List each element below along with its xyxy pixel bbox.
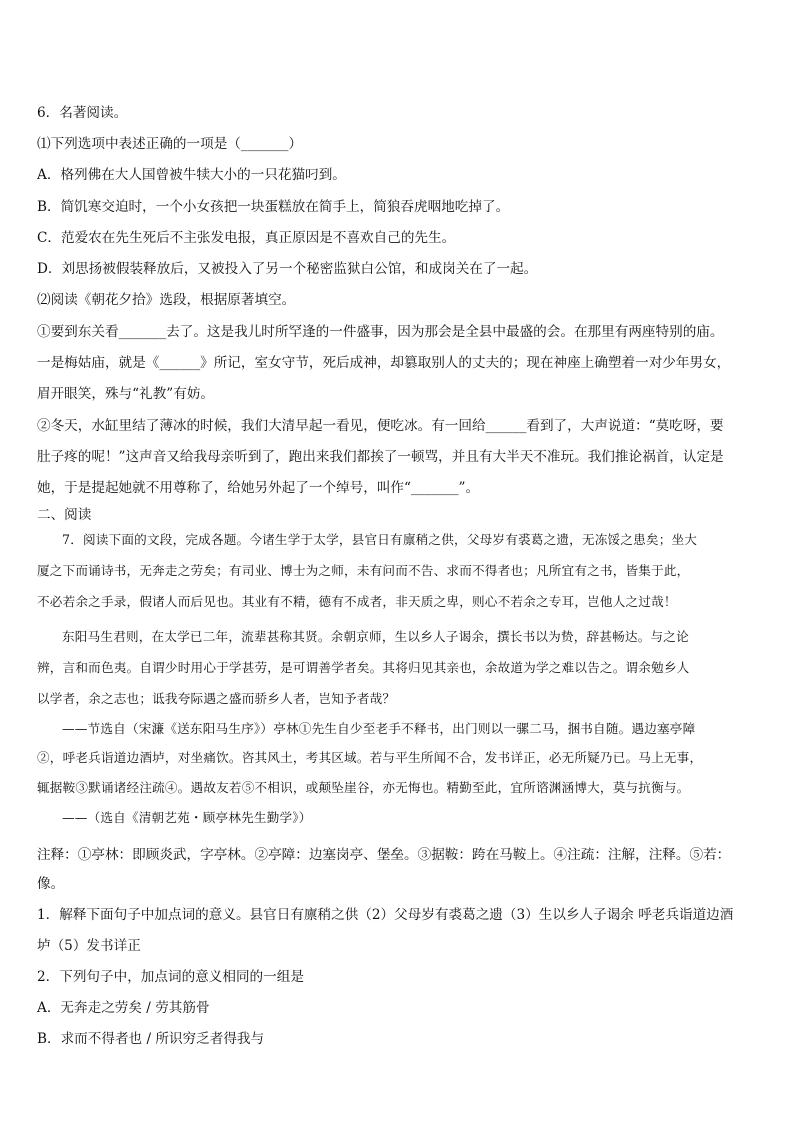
q6-option-c: C．范爱农在先生死后不主张发电报，真正原因是不喜欢自己的先生。 (37, 230, 456, 246)
q6-option-b: B．简饥寒交迫时，一个小女孩把一块蛋糕放在简手上，简狼吞虎咽地吃掉了。 (37, 199, 510, 215)
q7-para2-line: 以学者，余之志也；诋我夸际遇之盛而骄乡人者，岂知予者哉？ (37, 691, 396, 706)
passage2-line: ②冬天，水缸里结了薄冰的时候，我们大清早起一看见，便吃冰。有一回给______看到了，大声说道：“莫吃呀，要 (37, 418, 724, 434)
q6-option-d: D．刘思扬被假装释放后，又被投入了另一个秘密监狱白公馆，和成岗关在了一起。 (37, 261, 538, 277)
passage2-line: 她，于是提起她就不用尊称了，给她另外起了一个绰号，叫作“_______”。 (37, 480, 480, 496)
passage1-line: 一是梅姑庙，就是《______》所记，室女守节，死后成神，却篡取别人的丈夫的；现在神座上确塑着一对少年男女， (37, 355, 731, 371)
q6-option-a: A．格列佛在大人国曾被牛犊大小的一只花猫叼到。 (37, 167, 346, 183)
q7-para3-line: 辄据鞍③默诵诸经注疏④。遇故友若⑤不相识，或颠坠崖谷，亦无悔也。精勤至此，宜所谘渊涵博大，莫与抗衡与。 (37, 780, 690, 795)
q7-sub1-line: 垆（5）发书详正 (37, 938, 141, 954)
q7-notes-line: 像。 (37, 876, 65, 892)
passage1-line: 眉开眼笑，殊与“礼教”有妨。 (37, 386, 215, 402)
q7-sub2-option-b: B．求而不得者也 / 所识穷乏者得我与 (37, 1031, 265, 1047)
q7-notes-line: 注释：①亭林：即顾炎武，字亭林。②亭障：边塞岗亭、堡垒。③据鞍：跨在马鞍上。④注疏：注解，注释。⑤若： (37, 847, 731, 863)
passage2-line: 肚子疼的呢！”这声音又给我母亲听到了，跑出来我们都挨了一顿骂，并且有大半天不准玩。我们推论祸首，认定是 (37, 449, 724, 465)
q7-para2-line: 东阳马生君则，在太学已二年，流辈甚称其贤。余朝京师，生以乡人子谒余，撰长书以为贽，辞甚畅达。与之论 (62, 629, 689, 644)
q6-part1-prompt: ⑴下列选项中表述正确的一项是（_______） (37, 136, 303, 152)
q7-sub2-option-a: A．无奔走之劳矣 / 劳其筋骨 (37, 1000, 210, 1016)
section-heading: 二、阅读 (37, 507, 92, 523)
q7-para1-line: 不必若余之手录，假诸人而后见也。其业有不精，德有不成者，非天质之卑，则心不若余之专耳，岂他人之过哉！ (37, 594, 677, 609)
q7-para1-line: 厦之下而诵诗书，无奔走之劳矣；有司业、博士为之师，未有问而不告、求而不得者也；凡所宜有之书，皆集于此， (37, 563, 690, 578)
q7-sub2-prompt: 2．下列句子中，加点词的意义相同的一组是 (37, 969, 304, 985)
q7-sub1-line: 1．解释下面句子中加点词的意义。县官日有廪稍之供（2）父母岁有裘葛之遗（3）生以乡人子谒余 呼老兵诣道边酒 (37, 907, 734, 923)
q7-para1-line: 7．阅读下面的文段，完成各题。今诸生学于太学，县官日有廪稍之供，父母岁有裘葛之遗，无冻馁之患矣；坐大 (62, 532, 698, 547)
q7-para2-line: 辨，言和而色夷。自谓少时用心于学甚劳，是可谓善学者矣。其将归见其亲也，余故道为学之难以告之。谓余勉乡人 (37, 660, 690, 675)
q6-part2-prompt: ⑵阅读《朝花夕拾》选段，根据原著填空。 (37, 292, 296, 308)
q7-para3-line: ——节选自（宋濂《送东阳马生序》）亭林①先生自少至老手不释书，出门则以一骡二马，捆书自随。遇边塞亭障 (62, 721, 696, 736)
q6-title: 6．名著阅读。 (37, 105, 128, 121)
passage1-line: ①要到东关看_______去了。这是我儿时所罕逢的一件盛事，因为那会是全县中最盛的会。在那里有两座特别的庙。 (37, 324, 724, 340)
q7-source: ——（选自《清朝艺苑・顾亭林先生勤学》） (62, 810, 312, 825)
q7-para3-line: ②，呼老兵诣道边酒垆，对坐痛饮。咨其风土，考其区域。若与平生所闻不合，发书详正，必无所疑乃已。马上无事， (37, 750, 703, 765)
